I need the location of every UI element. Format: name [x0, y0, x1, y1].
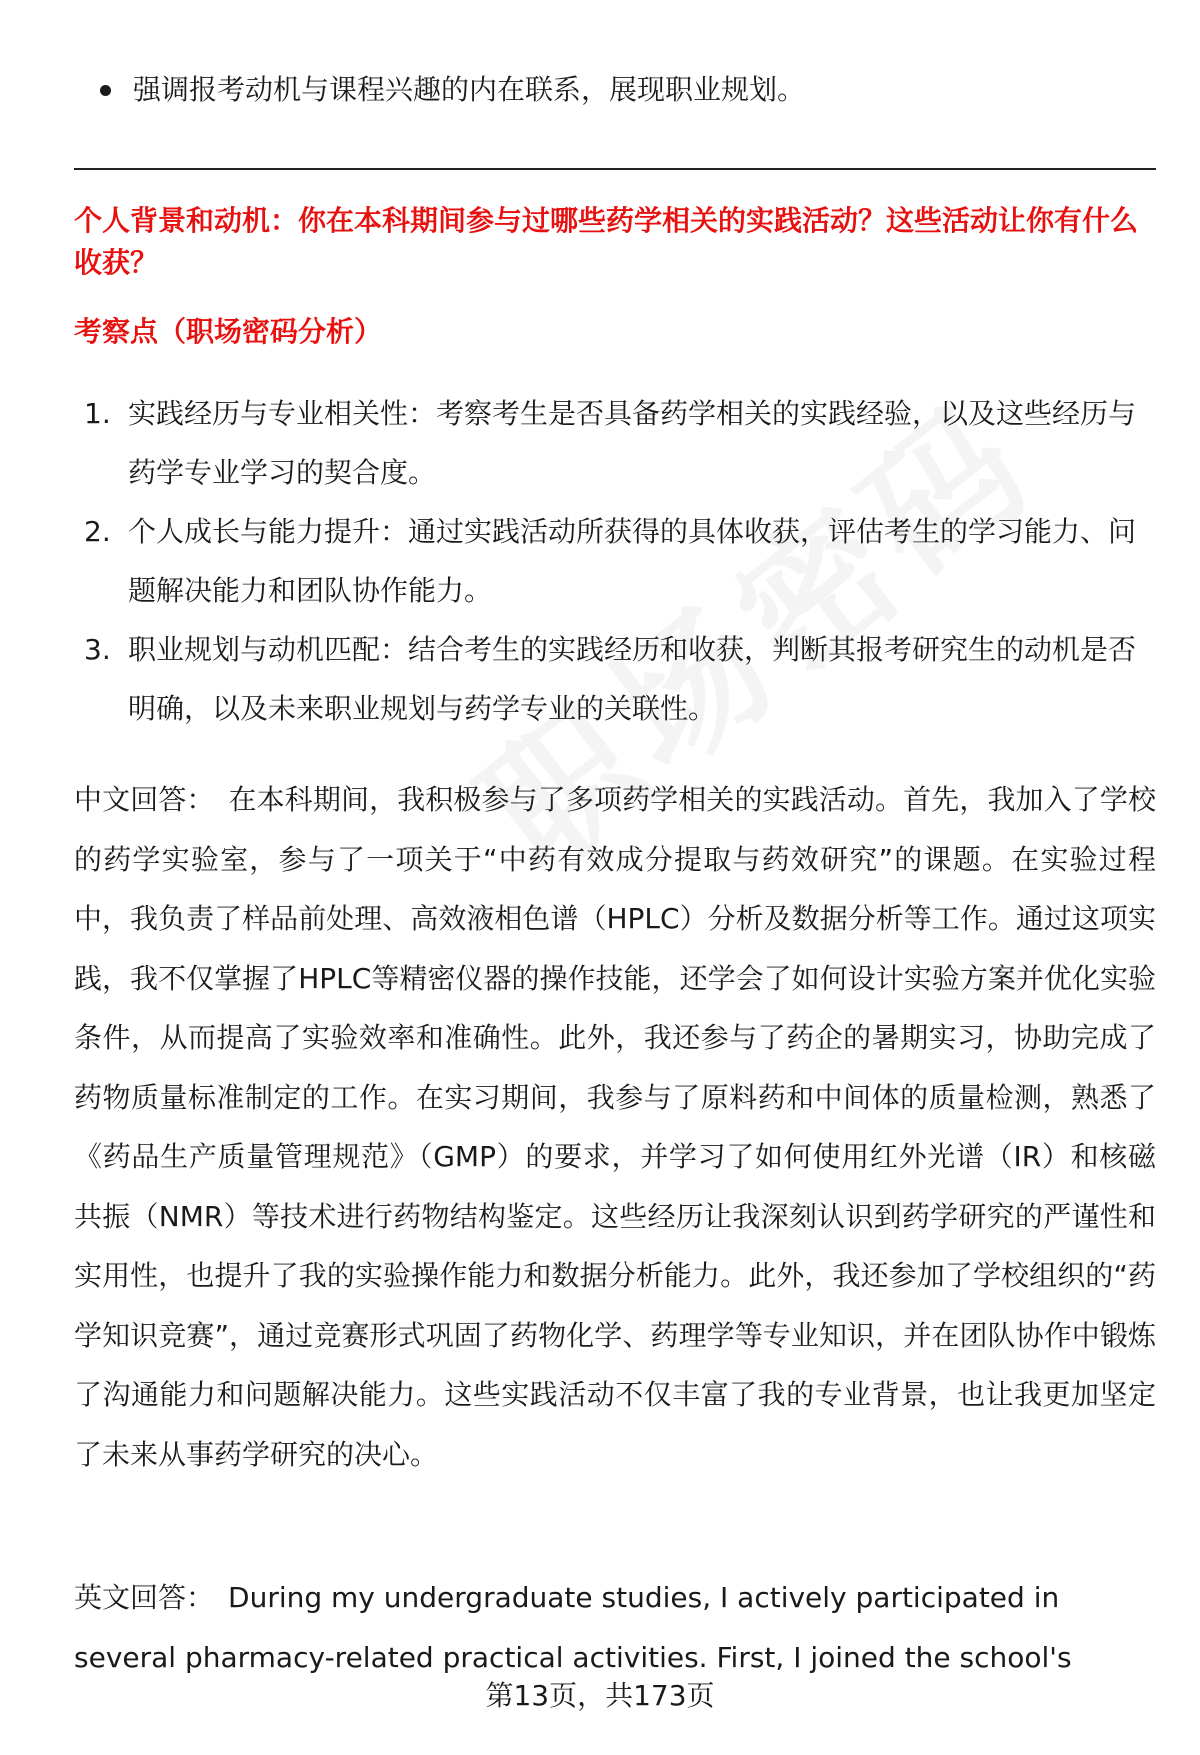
list-item — [96, 68, 805, 112]
chinese-answer-label: 中文回答： — [74, 783, 215, 816]
question-heading: 个人背景和动机：你在本科期间参与过哪些药学相关的实践活动？这些活动让你有什么收获？ — [74, 204, 1139, 279]
points-heading: 考察点（职场密码分析） — [74, 315, 383, 348]
item-text: 实践经历与专业相关性：考察考生是否具备药学相关的实践经验，以及这些经历与药学专业学习的契合度。 — [128, 397, 1137, 489]
item-number: 2. — [84, 515, 111, 548]
item-number: 3. — [84, 633, 111, 666]
chinese-answer — [74, 770, 1156, 1484]
english-answer-text: During my undergraduate studies, I actively participated in several pharmacy-related practical activities. First, I joined the school's — [74, 1581, 1072, 1674]
list-item — [74, 620, 1156, 738]
points-list — [74, 384, 1156, 738]
list-item — [74, 384, 1156, 502]
item-text: 职业规划与动机匹配：结合考生的实践经历和收获，判断其报考研究生的动机是否明确，以及未来职业规划与药学专业的关联性。 — [128, 633, 1137, 725]
bullet-icon — [100, 85, 111, 96]
english-answer — [74, 1568, 1156, 1688]
list-item — [74, 502, 1156, 620]
bullet-text: 强调报考动机与课程兴趣的内在联系，展现职业规划。 — [133, 73, 806, 106]
chinese-answer-text: 在本科期间，我积极参与了多项药学相关的实践活动。首先，我加入了学校的药学实验室，参与了一项关于“中药有效成分提取与药效研究”的课题。在实验过程中，我负责了样品前处理、高效液相色谱（HPLC）分析及数据分析等工作。通过这项实践，我不仅掌握了HPLC等精密仪器的操作技能，还学会了如何设计实验方案并优化实验条件，从而提高了实验效率和准确性。此外，我还参与了药企的暑期实习，协助完成了药物质量标准制定的工作。在实习期间，我参与了原料药和中间体的质量检测，熟悉了《药品生产质量管理规范》（GMP）的要求，并学习了如何使用红外光谱（IR）和核磁共振（NMR）等技术进行药物结构鉴定。这些经历让我深刻认识到药学研究的严谨性和实用性，也提升了我的实验操作能力和数据分析能力。此外，我还参加了学校组织的“药学知识竞赛”，通过竞赛形式巩固了药物化学、药理学等专业知识，并在团队协作中锻炼了沟通能力和问题解决能力。这些实践活动不仅丰富了我的专业背景，也让我更加坚定了未来从事药学研究的决心。 — [74, 783, 1156, 1471]
english-answer-label: 英文回答： — [74, 1581, 215, 1614]
item-number: 1. — [84, 397, 111, 430]
divider — [74, 168, 1156, 170]
item-text: 个人成长与能力提升：通过实践活动所获得的具体收获，评估考生的学习能力、问题解决能力和团队协作能力。 — [128, 515, 1137, 607]
page-number: 第13页，共173页 — [485, 1679, 715, 1712]
